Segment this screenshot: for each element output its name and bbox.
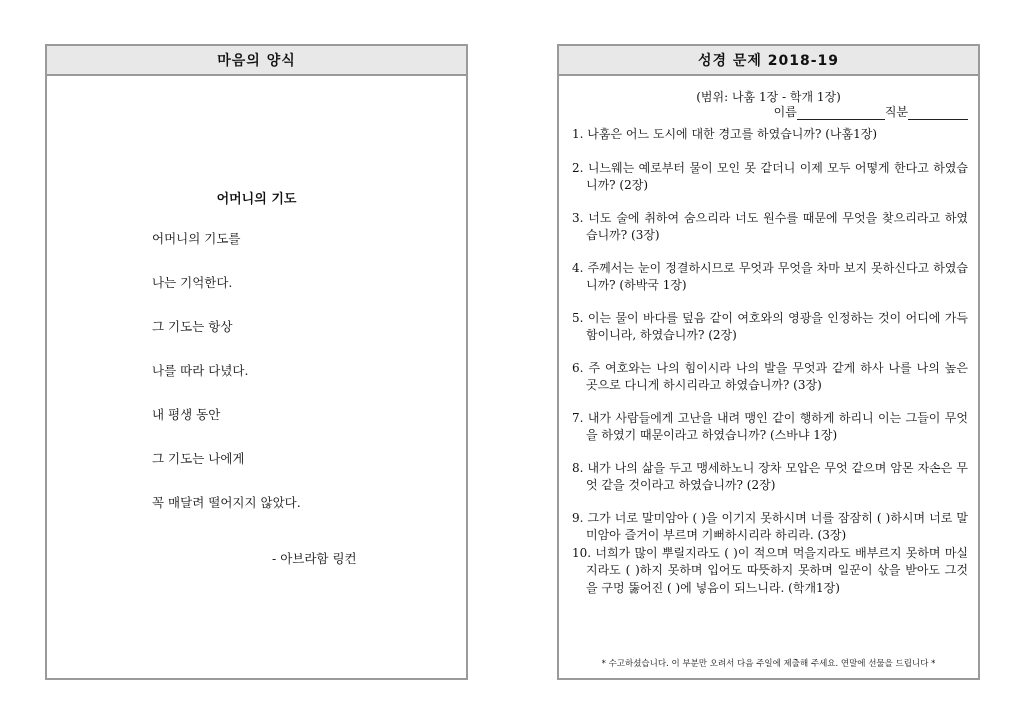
question-item: 6. 주 여호와는 나의 힘이시라 나의 발을 무엇과 같게 하사 나를 나의 높은 곳으로 다니게 하시리라고 하였습니까? (3장) — [572, 360, 968, 392]
question-item: 3. 너도 술에 취하여 숨으리라 너도 원수를 때문에 무엇을 찾으리라고 하였습니까? (3장) — [572, 210, 968, 242]
role-label: 직분 — [884, 105, 908, 119]
poem-line: 꼭 매달려 떨어지지 않았다. — [152, 495, 301, 510]
right-panel-header: 성경 문제 2018-19 — [559, 46, 978, 76]
question-item: 8. 내가 나의 삶을 두고 맹세하노니 장차 모압은 무엇 같으며 암몬 자손은 무엇 같을 것이라고 하였습니까? (2장) — [572, 460, 968, 492]
question-item: 9. 그가 너로 말미암아 ( )을 이기지 못하시며 너를 잠잠히 ( )하시며 너로 말미암아 즐거이 부르며 기뻐하시리라 하리라. (3장) — [572, 510, 968, 542]
name-blank[interactable] — [797, 107, 885, 120]
question-list — [572, 126, 968, 597]
poem-line: 나는 기억한다. — [152, 275, 233, 290]
poem-line: 그 기도는 나에게 — [152, 451, 245, 466]
question-item: 7. 내가 사람들에게 고난을 내려 맹인 같이 행하게 하리니 이는 그들이 무엇을 하였기 때문이라고 하였습니까? (스바냐 1장) — [572, 410, 968, 442]
question-item: 5. 이는 물이 바다를 덮음 같이 여호와의 영광을 인정하는 것이 어디에 가득함이니라, 하였습니까? (2장) — [572, 310, 968, 342]
poem-line: 그 기도는 항상 — [152, 319, 233, 334]
question-item: 2. 니느웨는 예로부터 물이 모인 못 같더니 이제 모두 어떻게 한다고 하였습니까? (2장) — [572, 160, 968, 192]
poem-line: 어머니의 기도를 — [152, 231, 241, 246]
question-item: 10. 너희가 많이 뿌릴지라도 ( )이 적으며 먹을지라도 배부르지 못하며 마실지라도 ( )하지 못하며 입어도 따뜻하지 못하며 일꾼이 삯을 받아도 그것을 구멍 뚫어진 ( )에 넣음이 되느니라. (학개1장) — [572, 545, 968, 595]
left-panel-header: 마음의 양식 — [47, 46, 466, 76]
left-panel — [45, 44, 468, 680]
poem-author: - 아브라함 링컨 — [272, 551, 357, 566]
role-blank[interactable] — [908, 107, 968, 120]
name-role-row — [774, 103, 968, 120]
poem-line: 내 평생 동안 — [152, 407, 221, 422]
footer-note: * 수고하셨습니다. 이 부분만 오려서 다음 주일에 제출해 주세요. 연말에 선물을 드립니다 * — [601, 659, 936, 669]
quiz-range: (범위: 나훔 1장 - 학개 1장) — [696, 90, 841, 104]
question-item: 4. 주께서는 눈이 정결하시므로 무엇과 무엇을 차마 보지 못하신다고 하였습니까? (하박국 1장) — [572, 260, 968, 292]
poem-title: 어머니의 기도 — [216, 192, 297, 207]
name-label: 이름 — [773, 105, 797, 119]
poem-lines — [152, 230, 301, 538]
poem-line: 나를 따라 다녔다. — [152, 363, 249, 378]
question-item: 1. 나훔은 어느 도시에 대한 경고를 하였습니까? (나훔1장) — [572, 127, 878, 141]
right-panel — [557, 44, 980, 680]
